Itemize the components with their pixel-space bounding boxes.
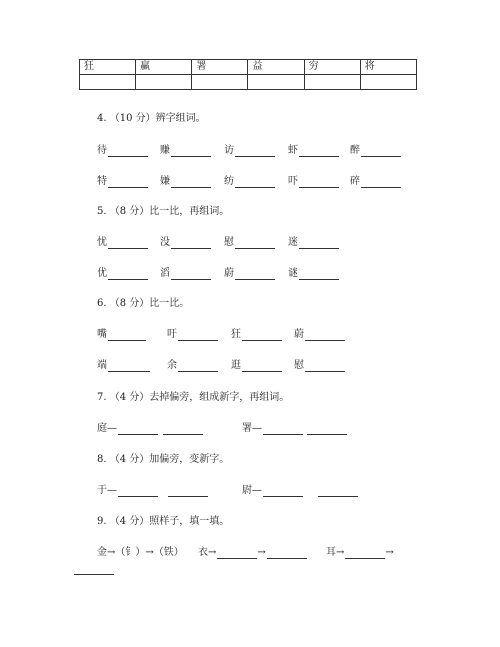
blank-line[interactable]	[242, 360, 282, 372]
answer-cell[interactable]	[80, 75, 136, 90]
blank-line[interactable]	[108, 237, 148, 249]
blank-line[interactable]	[217, 547, 257, 559]
table-cell: 狂	[80, 60, 136, 75]
table-cell: 赢	[136, 60, 192, 75]
blank-line[interactable]	[178, 329, 218, 341]
blank-line[interactable]	[171, 176, 211, 188]
word-item: 访	[224, 145, 275, 157]
answer-cell[interactable]	[192, 75, 248, 90]
table-cell: 益	[248, 60, 304, 75]
word-item: 余	[167, 360, 218, 372]
character-table	[79, 59, 417, 90]
question-4-row-1	[0, 145, 500, 159]
blank-line[interactable]	[171, 268, 211, 280]
table-cell: 穷	[304, 60, 360, 75]
word-item: 蔚	[294, 329, 345, 341]
blank-line[interactable]	[242, 329, 282, 341]
table-cell: 将	[360, 60, 416, 75]
blank-line[interactable]	[235, 145, 275, 157]
question-5-row-1	[0, 237, 500, 251]
question-8-row	[0, 485, 500, 499]
question-5-row-2	[0, 268, 500, 282]
word-item: 耳→ →	[326, 547, 394, 558]
word-item: 谜	[288, 268, 339, 280]
answer-cell[interactable]	[136, 75, 192, 90]
blank-line[interactable]	[171, 145, 211, 157]
question-6-row-2	[0, 360, 500, 374]
blank-line[interactable]	[318, 495, 358, 497]
answer-cell[interactable]	[248, 75, 304, 90]
table-row	[80, 60, 417, 75]
word-item: 滔	[160, 268, 211, 280]
word-item: 嫌	[160, 176, 211, 188]
blank-line[interactable]	[361, 176, 401, 188]
example-text: 金→（钅）→（铁）	[97, 547, 184, 558]
blank-line[interactable]	[118, 423, 158, 435]
blank-line[interactable]	[168, 495, 208, 497]
question-5-title: 5. （8 分）比一比，再组词。	[97, 206, 230, 217]
blank-line[interactable]	[361, 145, 401, 157]
word-item: 虾	[288, 145, 339, 157]
word-item: 纺	[224, 176, 275, 188]
blank-line[interactable]	[108, 145, 148, 157]
word-item: 署—	[242, 423, 303, 435]
question-4-title: 4. （10 分）辨字组词。	[97, 113, 206, 124]
blank-line[interactable]	[178, 360, 218, 372]
blank-line[interactable]	[345, 547, 385, 559]
answer-cell[interactable]	[304, 75, 360, 90]
blank-line[interactable]	[267, 547, 307, 559]
blank-line[interactable]	[299, 176, 339, 188]
blank-line[interactable]	[235, 176, 275, 188]
table-cell: 署	[192, 60, 248, 75]
word-item: 蔚	[224, 268, 275, 280]
word-item: 衣→ →	[198, 547, 307, 559]
word-item: 于—	[97, 485, 158, 497]
blank-line[interactable]	[118, 485, 158, 497]
blank-line[interactable]	[235, 268, 275, 280]
word-item: 特	[97, 176, 148, 188]
question-6-title: 6. （8 分）比一比。	[97, 298, 190, 309]
blank-line[interactable]	[163, 433, 203, 435]
word-item: 慰	[294, 360, 345, 372]
word-item: 尉—	[242, 485, 303, 497]
blank-line[interactable]	[263, 485, 303, 497]
word-item: 优	[97, 268, 148, 280]
table-row-answer	[80, 75, 417, 90]
word-item: 赚	[160, 145, 211, 157]
word-item: 端	[97, 360, 150, 372]
blank-line[interactable]	[235, 237, 275, 249]
blank-line[interactable]	[108, 268, 148, 280]
word-item: 忧	[97, 237, 148, 249]
blank-line[interactable]	[263, 423, 303, 435]
word-item: 庭—	[97, 423, 158, 435]
question-4-row-2	[0, 176, 500, 190]
question-7-row	[0, 423, 500, 437]
question-6-row-1	[0, 329, 500, 343]
blank-line[interactable]	[299, 237, 339, 249]
blank-line[interactable]	[299, 268, 339, 280]
word-item: 逛	[231, 360, 282, 372]
blank-line[interactable]	[299, 145, 339, 157]
question-7-title: 7. （4 分）去掉偏旁，组成新字，再组词。	[97, 392, 290, 403]
answer-cell[interactable]	[360, 75, 416, 90]
word-item: 吓	[288, 176, 339, 188]
word-item: 醉	[350, 145, 401, 157]
word-item: 吁	[167, 329, 218, 341]
blank-line[interactable]	[108, 360, 150, 372]
word-item: 慰	[224, 237, 275, 249]
blank-line[interactable]	[171, 237, 211, 249]
blank-line[interactable]	[74, 573, 114, 575]
blank-line[interactable]	[307, 433, 347, 435]
question-9-row	[0, 547, 500, 561]
word-item: 待	[97, 145, 148, 157]
word-item: 没	[160, 237, 211, 249]
blank-line[interactable]	[108, 329, 146, 341]
word-item: 嘴	[97, 329, 146, 341]
blank-line[interactable]	[305, 329, 345, 341]
word-item: 狂	[231, 329, 282, 341]
question-9-title: 9. （4 分）照样子，填一填。	[97, 516, 230, 527]
word-item: 碎	[350, 176, 401, 188]
blank-line[interactable]	[108, 176, 148, 188]
blank-line[interactable]	[305, 360, 345, 372]
word-item: 迷	[288, 237, 339, 249]
question-8-title: 8. （4 分）加偏旁，变新字。	[97, 454, 230, 465]
